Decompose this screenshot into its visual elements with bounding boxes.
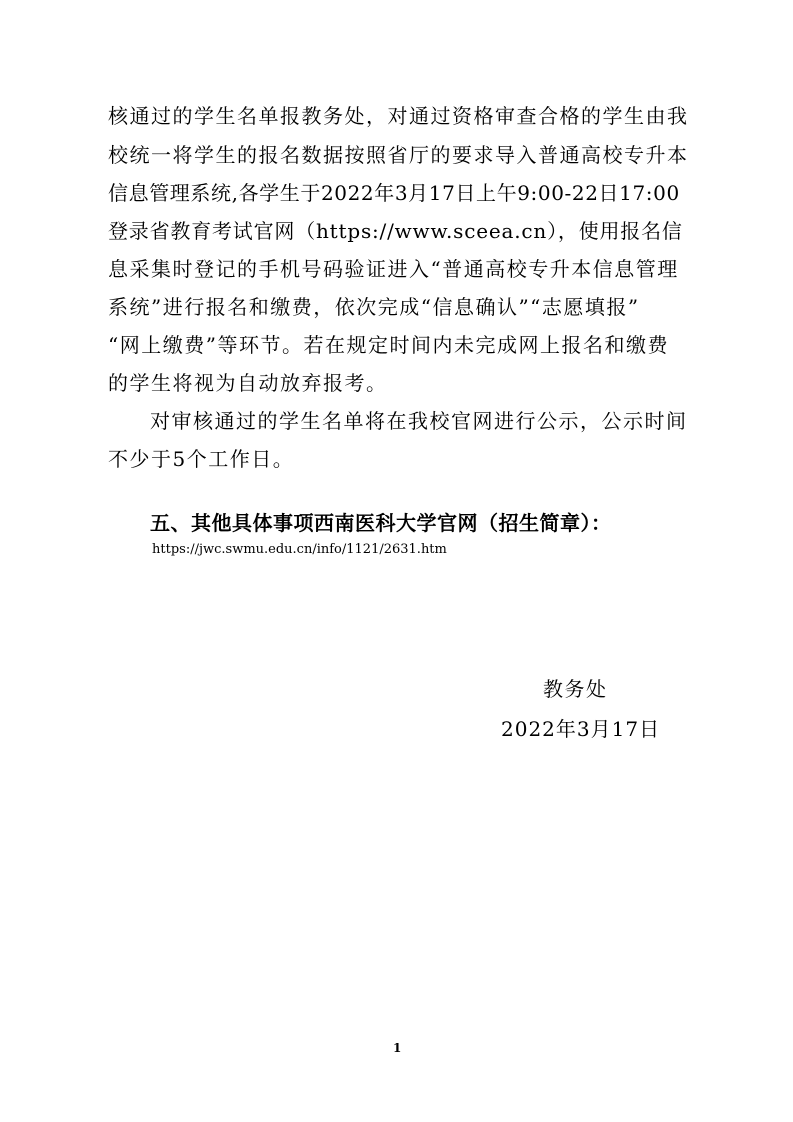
admissions-url-link[interactable]: https://jwc.swmu.edu.cn/info/1121/2631.htm bbox=[152, 542, 447, 557]
paragraph1-line-8: 的学生将视为自动放弃报考。 bbox=[108, 371, 388, 395]
paragraph2-line-2: 不少于5个工作日。 bbox=[108, 447, 295, 471]
paragraph1-line-5: 息采集时登记的手机号码验证进入“普通高校专升本信息管理 bbox=[108, 257, 679, 281]
paragraph1-line-2: 校统一将学生的报名数据按照省厅的要求导入普通高校专升本 bbox=[108, 143, 689, 167]
paragraph1-line-1: 核通过的学生名单报教务处，对通过资格审查合格的学生由我 bbox=[108, 104, 689, 128]
signature-department: 教务处 bbox=[543, 677, 608, 701]
paragraph2-line-1: 对审核通过的学生名单将在我校官网进行公示，公示时间 bbox=[150, 409, 688, 433]
paragraph1-line-4: 登录省教育考试官网（https://www.sceea.cn），使用报名信 bbox=[108, 219, 683, 243]
paragraph1-line-7: “网上缴费”等环节。若在规定时间内未完成网上报名和缴费 bbox=[108, 333, 669, 357]
paragraph1-line-6: 系统”进行报名和缴费，依次完成“信息确认”“志愿填报” bbox=[108, 295, 640, 319]
section5-heading: 五、其他具体事项西南医科大学官网（招生简章）： bbox=[150, 511, 612, 535]
paragraph1-line-3: 信息管理系统,各学生于2022年3月17日上午9:00-22日17:00 bbox=[108, 181, 680, 205]
page-number: 1 bbox=[393, 1041, 402, 1055]
signature-date: 2022年3月17日 bbox=[501, 717, 661, 741]
